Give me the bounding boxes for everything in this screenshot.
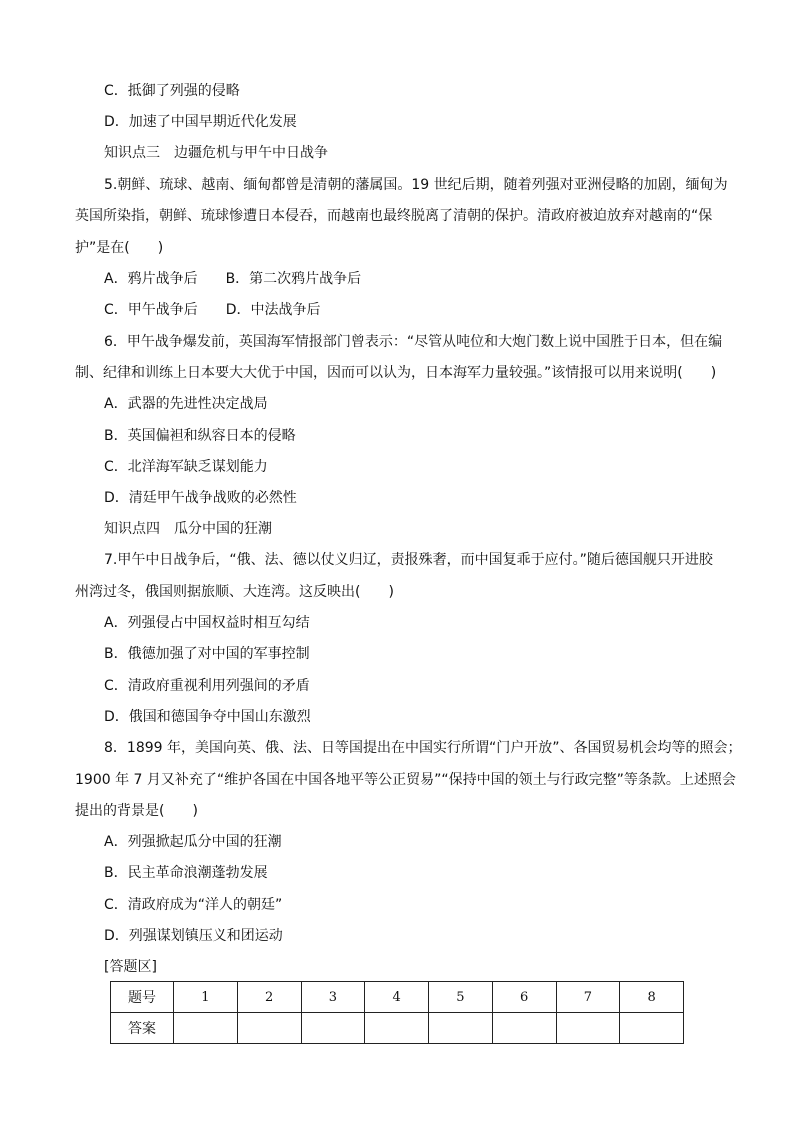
q5-text-line-1: 5.朝鲜、琉球、越南、缅甸都曾是清朝的藩属国。19 世纪后期，随着列强对亚洲侵略的加剧，缅甸为 bbox=[104, 177, 728, 193]
q8-option-b: B．民主革命浪潮蓬勃发展 bbox=[104, 865, 268, 881]
section-heading-4: 知识点四 瓜分中国的狂潮 bbox=[104, 521, 272, 537]
section-heading-3: 知识点三 边疆危机与甲午中日战争 bbox=[104, 145, 328, 161]
question-number-cell: 1 bbox=[174, 982, 238, 1013]
answer-table bbox=[110, 981, 684, 1044]
q7-text-line-1: 7.甲午中日战争后，“俄、法、德以仗义归辽，责报殊奢，而中国复乖于应付。”随后德国舰只开进胶 bbox=[104, 552, 713, 568]
q7-option-b: B．俄德加强了对中国的军事控制 bbox=[104, 646, 310, 662]
q5-text-line-3: 护”是在( ) bbox=[75, 240, 164, 256]
answer-cell[interactable] bbox=[556, 1013, 620, 1044]
q5-options-cd: C．甲午战争后 D．中法战争后 bbox=[104, 302, 321, 318]
answer-area-label: [答题区] bbox=[104, 959, 157, 975]
answer-cell[interactable] bbox=[365, 1013, 429, 1044]
answer-cell[interactable] bbox=[429, 1013, 493, 1044]
q5-text-line-2: 英国所染指，朝鲜、琉球惨遭日本侵吞，而越南也最终脱离了清朝的保护。清政府被迫放弃对越南的“保 bbox=[75, 208, 713, 224]
question-number-header: 题号 bbox=[111, 982, 174, 1013]
answer-header: 答案 bbox=[111, 1013, 174, 1044]
answer-row bbox=[111, 1013, 684, 1044]
q4-option-d: D．加速了中国早期近代化发展 bbox=[104, 114, 297, 130]
answer-cell[interactable] bbox=[301, 1013, 365, 1044]
question-number-row bbox=[111, 982, 684, 1013]
q8-text-line-2: 1900 年 7 月又补充了“维护各国在中国各地平等公正贸易”“保持中国的领土与行政完整”等条款。上述照会 bbox=[75, 772, 736, 788]
q7-option-d: D．俄国和德国争夺中国山东激烈 bbox=[104, 709, 311, 725]
q4-option-c: C．抵御了列强的侵略 bbox=[104, 83, 240, 99]
q8-text-line-1: 8．1899 年，美国向英、俄、法、日等国提出在中国实行所谓“门户开放”、各国贸易机会均等的照会； bbox=[104, 740, 742, 756]
q6-option-c: C．北洋海军缺乏谋划能力 bbox=[104, 459, 268, 475]
answer-cell[interactable] bbox=[620, 1013, 684, 1044]
q6-text-line-1: 6．甲午战争爆发前，英国海军情报部门曾表示：“尽管从吨位和大炮门数上说中国胜于日本，但在编 bbox=[104, 334, 723, 350]
q8-option-d: D．列强谋划镇压义和团运动 bbox=[104, 928, 283, 944]
q7-option-a: A．列强侵占中国权益时相互勾结 bbox=[104, 615, 310, 631]
question-number-cell: 7 bbox=[556, 982, 620, 1013]
question-number-cell: 4 bbox=[365, 982, 429, 1013]
q8-text-line-3: 提出的背景是( ) bbox=[75, 803, 198, 819]
q7-option-c: C．清政府重视利用列强间的矛盾 bbox=[104, 678, 310, 694]
q6-option-b: B．英国偏袒和纵容日本的侵略 bbox=[104, 428, 296, 444]
answer-cell[interactable] bbox=[237, 1013, 301, 1044]
question-number-cell: 5 bbox=[429, 982, 493, 1013]
question-number-cell: 2 bbox=[237, 982, 301, 1013]
q8-option-c: C．清政府成为“洋人的朝廷” bbox=[104, 897, 283, 913]
q6-text-line-2: 制、纪律和训练上日本要大大优于中国，因而可以认为，日本海军力量较强。”该情报可以用来说明( ) bbox=[75, 365, 717, 381]
answer-cell[interactable] bbox=[174, 1013, 238, 1044]
q5-options-ab: A．鸦片战争后 B．第二次鸦片战争后 bbox=[104, 271, 362, 287]
question-number-cell: 3 bbox=[301, 982, 365, 1013]
question-number-cell: 6 bbox=[492, 982, 556, 1013]
q6-option-a: A．武器的先进性决定战局 bbox=[104, 396, 268, 412]
q7-text-line-2: 州湾过冬，俄国则据旅顺、大连湾。这反映出( ) bbox=[75, 584, 394, 600]
question-number-cell: 8 bbox=[620, 982, 684, 1013]
q8-option-a: A．列强掀起瓜分中国的狂潮 bbox=[104, 834, 282, 850]
answer-cell[interactable] bbox=[492, 1013, 556, 1044]
q6-option-d: D．清廷甲午战争战败的必然性 bbox=[104, 490, 297, 506]
